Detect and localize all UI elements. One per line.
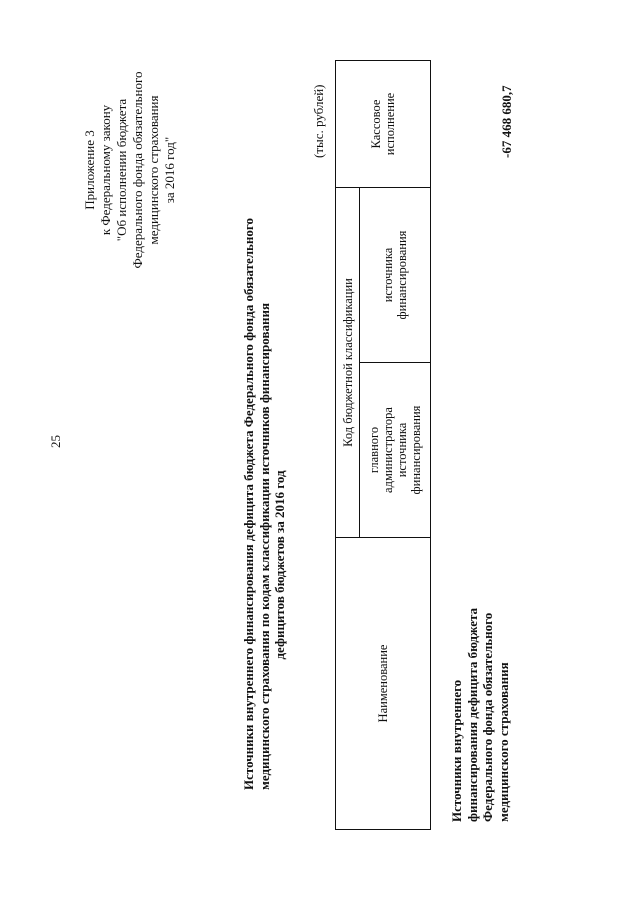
- header-source-cell: [360, 188, 430, 362]
- header-admin-line: источника: [395, 422, 409, 478]
- header-admin-line: администратора: [381, 407, 395, 493]
- page-number: 25: [48, 435, 63, 448]
- table-row-cash-value: -67 468 680,7: [499, 85, 514, 158]
- header-cash-line: Кассовое: [369, 99, 383, 149]
- appendix-line: "Об исполнении бюджета: [114, 98, 129, 242]
- appendix-line: медицинского страхования: [146, 95, 161, 245]
- appendix-line: Федерального фонда обязательного: [130, 71, 145, 269]
- header-cash-cell: [336, 61, 430, 187]
- row-name-line: финансирования дефицита бюджета: [464, 607, 480, 822]
- header-source-line: финансирования: [395, 230, 409, 320]
- header-admin-line: главного: [367, 426, 381, 474]
- header-cash-line: исполнение: [383, 92, 397, 156]
- header-code-group: [336, 187, 430, 537]
- appendix-reference: [82, 70, 178, 270]
- appendix-line: за 2016 год": [162, 136, 177, 204]
- header-admin-line: финансирования: [409, 405, 423, 495]
- appendix-line: Приложение 3: [82, 130, 97, 210]
- header-admin-cell: [360, 362, 430, 537]
- header-name: Наименование: [376, 644, 390, 723]
- row-name-line: Источники внутреннего: [449, 679, 464, 822]
- appendix-line: к Федеральному закону: [98, 104, 113, 236]
- title-line: Источники внутреннего финансирования дефицита бюджета Федерального фонда обязательного: [241, 218, 256, 790]
- row-name-line: Федерального фонда обязательного: [480, 612, 495, 822]
- title-line: медицинского страхования по кодам классификации источников финансирования: [256, 303, 272, 790]
- sources-table: [335, 60, 431, 830]
- header-source-line: источника: [381, 247, 395, 303]
- row-name-line: медицинского страхования: [495, 662, 511, 822]
- title-line: дефицитов бюджетов за 2016 год: [272, 470, 287, 660]
- units-label: (тыс. рублей): [311, 84, 326, 158]
- header-code-title: Код бюджетной классификации: [340, 278, 355, 447]
- header-name-cell: [336, 537, 430, 829]
- table-row-name: [449, 522, 511, 822]
- document-title: [241, 218, 288, 790]
